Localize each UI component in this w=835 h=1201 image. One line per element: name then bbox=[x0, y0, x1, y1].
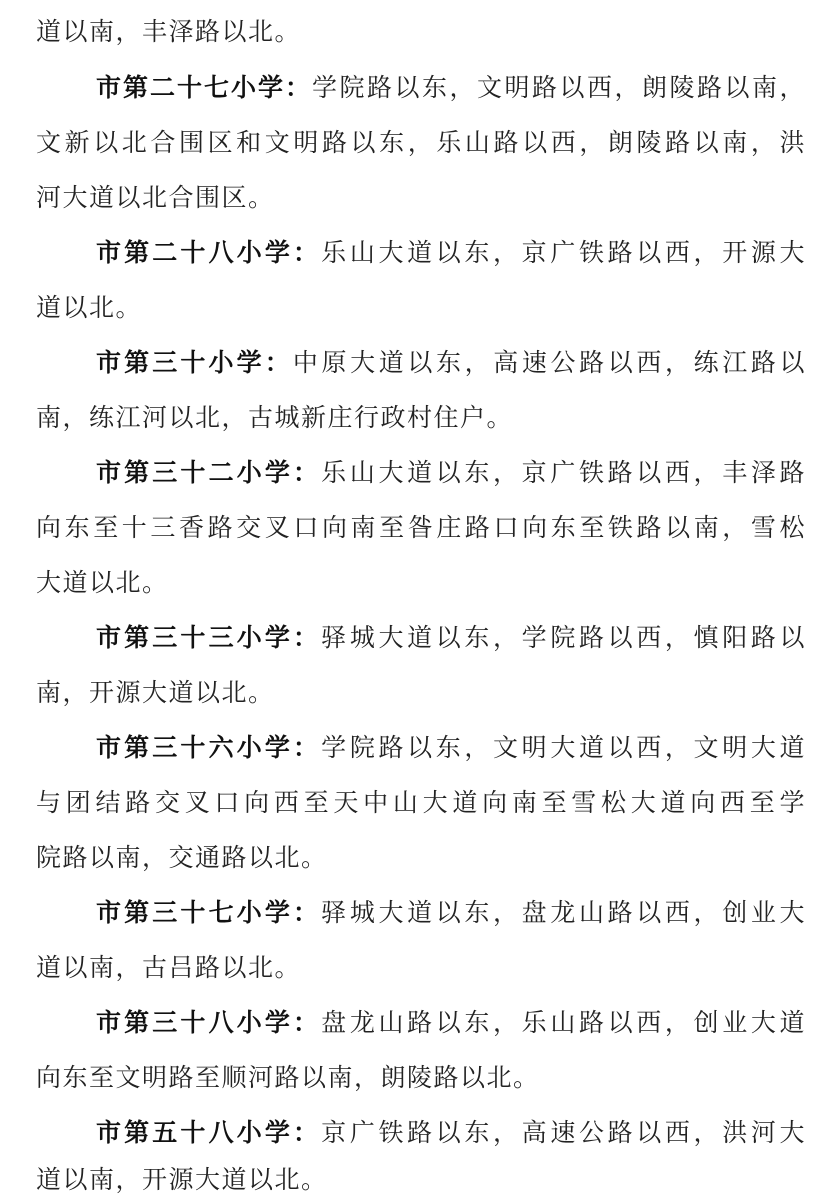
boundary-line: 道以南，古吕路以北。 bbox=[36, 953, 302, 982]
boundary-text: 驿城大道以东，学院路以西，慎阳路以 bbox=[321, 623, 806, 652]
boundary-line: 南，开源大道以北。 bbox=[36, 678, 275, 707]
boundary-text: 盘龙山路以东，乐山路以西，创业大道 bbox=[321, 1008, 806, 1037]
entry-first-line bbox=[96, 893, 806, 933]
school-name: 市第二十七小学： bbox=[96, 73, 312, 102]
school-name: 市第三十六小学： bbox=[96, 733, 322, 762]
entry-first-line bbox=[96, 343, 806, 383]
boundary-line: 文新以北合围区和文明路以东，乐山路以西，朗陵路以南，洪 bbox=[36, 128, 806, 157]
entry-first-line bbox=[96, 1113, 806, 1153]
lead-line: 道以南，丰泽路以北。 bbox=[36, 17, 302, 46]
entry-first-line bbox=[96, 68, 806, 108]
entry-first-line bbox=[96, 728, 806, 768]
boundary-line: 向东至十三香路交叉口向南至昝庄路口向东至铁路以南，雪松 bbox=[36, 513, 806, 542]
boundary-line: 道以南，开源大道以北。 bbox=[36, 1165, 328, 1194]
school-name: 市第二十八小学： bbox=[96, 238, 322, 267]
school-name: 市第三十八小学： bbox=[96, 1008, 322, 1037]
boundary-text: 中原大道以东，高速公路以西，练江路以 bbox=[292, 348, 806, 377]
boundary-text: 学院路以东，文明路以西，朗陵路以南， bbox=[312, 73, 806, 102]
school-name: 市第三十二小学： bbox=[96, 458, 322, 487]
boundary-text: 乐山大道以东，京广铁路以西，开源大 bbox=[321, 238, 806, 267]
boundary-line: 向东至文明路至顺河路以南，朗陵路以北。 bbox=[36, 1063, 540, 1092]
boundary-text: 驿城大道以东，盘龙山路以西，创业大 bbox=[321, 898, 806, 927]
school-name: 市第三十三小学： bbox=[96, 623, 322, 652]
entry-first-line bbox=[96, 618, 806, 658]
school-name: 市第五十八小学： bbox=[96, 1118, 322, 1147]
entry-first-line bbox=[96, 1003, 806, 1043]
boundary-line: 河大道以北合围区。 bbox=[36, 183, 275, 212]
boundary-line: 院路以南，交通路以北。 bbox=[36, 843, 328, 872]
school-name: 市第三十七小学： bbox=[96, 898, 322, 927]
entry-first-line bbox=[96, 453, 806, 493]
entry-first-line bbox=[96, 233, 806, 273]
boundary-line: 大道以北。 bbox=[36, 568, 169, 597]
school-name: 市第三十小学： bbox=[96, 348, 293, 377]
boundary-text: 乐山大道以东，京广铁路以西，丰泽路 bbox=[321, 458, 806, 487]
boundary-text: 京广铁路以东，高速公路以西，洪河大 bbox=[321, 1118, 806, 1147]
boundary-line: 南，练江河以北，古城新庄行政村住户。 bbox=[36, 403, 514, 432]
boundary-text: 学院路以东，文明大道以西，文明大道 bbox=[321, 733, 806, 762]
boundary-line: 与团结路交叉口向西至天中山大道向南至雪松大道向西至学 bbox=[36, 788, 806, 817]
boundary-line: 道以北。 bbox=[36, 293, 143, 322]
